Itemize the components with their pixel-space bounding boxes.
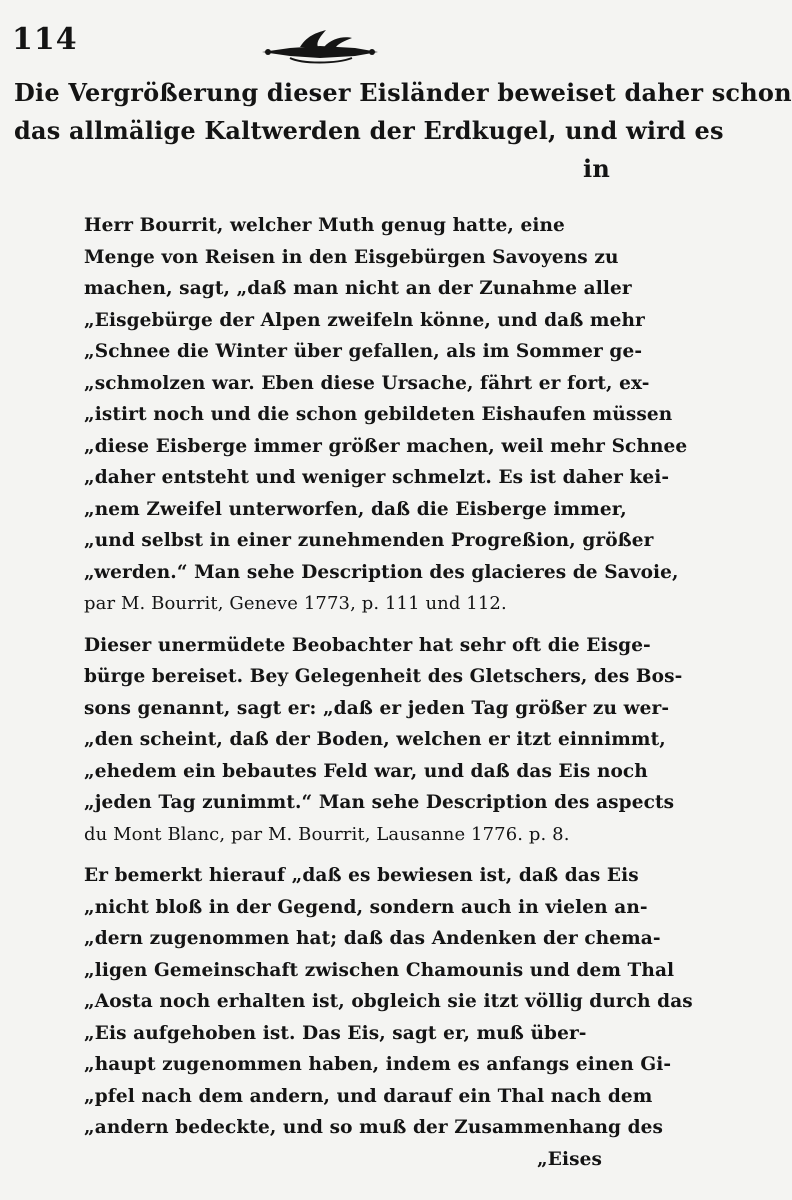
footnote-line: „schmolzen war. Eben diese Ursache, fährt er fort, ex-	[84, 372, 650, 394]
footnote-line: „nicht bloß in der Gegend, sondern auch in vielen an-	[84, 896, 648, 918]
footnote-line: Dieser unermüdete Beobachter hat sehr oft die Eisge-	[84, 634, 651, 656]
footnote-block	[84, 210, 693, 1175]
footnote-line: „diese Eisberge immer größer machen, weil mehr Schnee	[84, 435, 688, 457]
page-header	[12, 22, 612, 62]
intro-paragraph	[14, 74, 792, 188]
footnote-line: „Eis aufgehoben ist. Das Eis, sagt er, muß über-	[84, 1022, 587, 1044]
footnote-line: „Eisgebürge der Alpen zweifeln könne, und daß mehr	[84, 309, 645, 331]
catchword: „Eises	[537, 1148, 602, 1170]
footnote-line: „istirt noch und die schon gebildeten Eishaufen müssen	[84, 404, 673, 425]
footnote-line: „werden.“ Man sehe Description des glacieres de Savoie,	[84, 561, 679, 583]
footnote-line: „und selbst in einer zunehmenden Progreßion, größer	[84, 530, 654, 551]
footnote-line: „Schnee die Winter über gefallen, als im Sommer ge-	[84, 341, 643, 362]
footnote-line: „daher entsteht und weniger schmelzt. Es ist daher kei-	[84, 467, 670, 488]
footnote-line: „jeden Tag zunimmt.“ Man sehe Description des aspects	[84, 792, 675, 813]
footnote-line: „Aosta noch erhalten ist, obgleich sie itzt völlig durch das	[84, 991, 693, 1012]
footnote-line: Er bemerkt hierauf „daß es bewiesen ist, daß das Eis	[84, 865, 639, 886]
intro-line: Die Vergrößerung dieser Eisländer beweiset daher schon	[14, 78, 792, 107]
footnote-line: machen, sagt, „daß man nicht an der Zunahme aller	[84, 278, 632, 299]
footnote-line: „dern zugenommen hat; daß das Andenken der chema-	[84, 928, 661, 949]
footnote-line: „nem Zweifel unterworfen, daß die Eisberge immer,	[84, 498, 627, 520]
page-number: 114	[12, 22, 78, 57]
footnote-line: „ligen Gemeinschaft zwischen Chamounis und dem Thal	[84, 959, 675, 981]
footnote-line: „andern bedeckte, und so muß der Zusammenhang des	[84, 1117, 664, 1138]
ornament-icon	[260, 28, 380, 68]
footnote-line: „haupt zugenommen haben, indem es anfangs einen Gi-	[84, 1054, 672, 1075]
intro-catchword: in	[583, 154, 610, 183]
footnote-line: „ehedem ein bebautes Feld war, und daß das Eis noch	[84, 760, 648, 782]
footnote-line: bürge bereiset. Bey Gelegenheit des Gletschers, des Bos-	[84, 666, 683, 687]
footnote-line: sons genannt, sagt er: „daß er jeden Tag größer zu wer-	[84, 697, 670, 719]
footnote-line: Herr Bourrit, welcher Muth genug hatte, eine	[84, 215, 565, 236]
footnote-line: „den scheint, daß der Boden, welchen er itzt einnimmt,	[84, 729, 666, 750]
footnote-citation: par M. Bourrit, Geneve 1773, p. 111 und 112.	[84, 593, 507, 614]
footnote-citation: du Mont Blanc, par M. Bourrit, Lausanne 1776. p. 8.	[84, 823, 570, 845]
footnote-line: Menge von Reisen in den Eisgebürgen Savoyens zu	[84, 246, 619, 268]
footnote-line: „pfel nach dem andern, und darauf ein Thal nach dem	[84, 1085, 653, 1107]
intro-line: das allmälige Kaltwerden der Erdkugel, und wird es	[14, 116, 724, 145]
